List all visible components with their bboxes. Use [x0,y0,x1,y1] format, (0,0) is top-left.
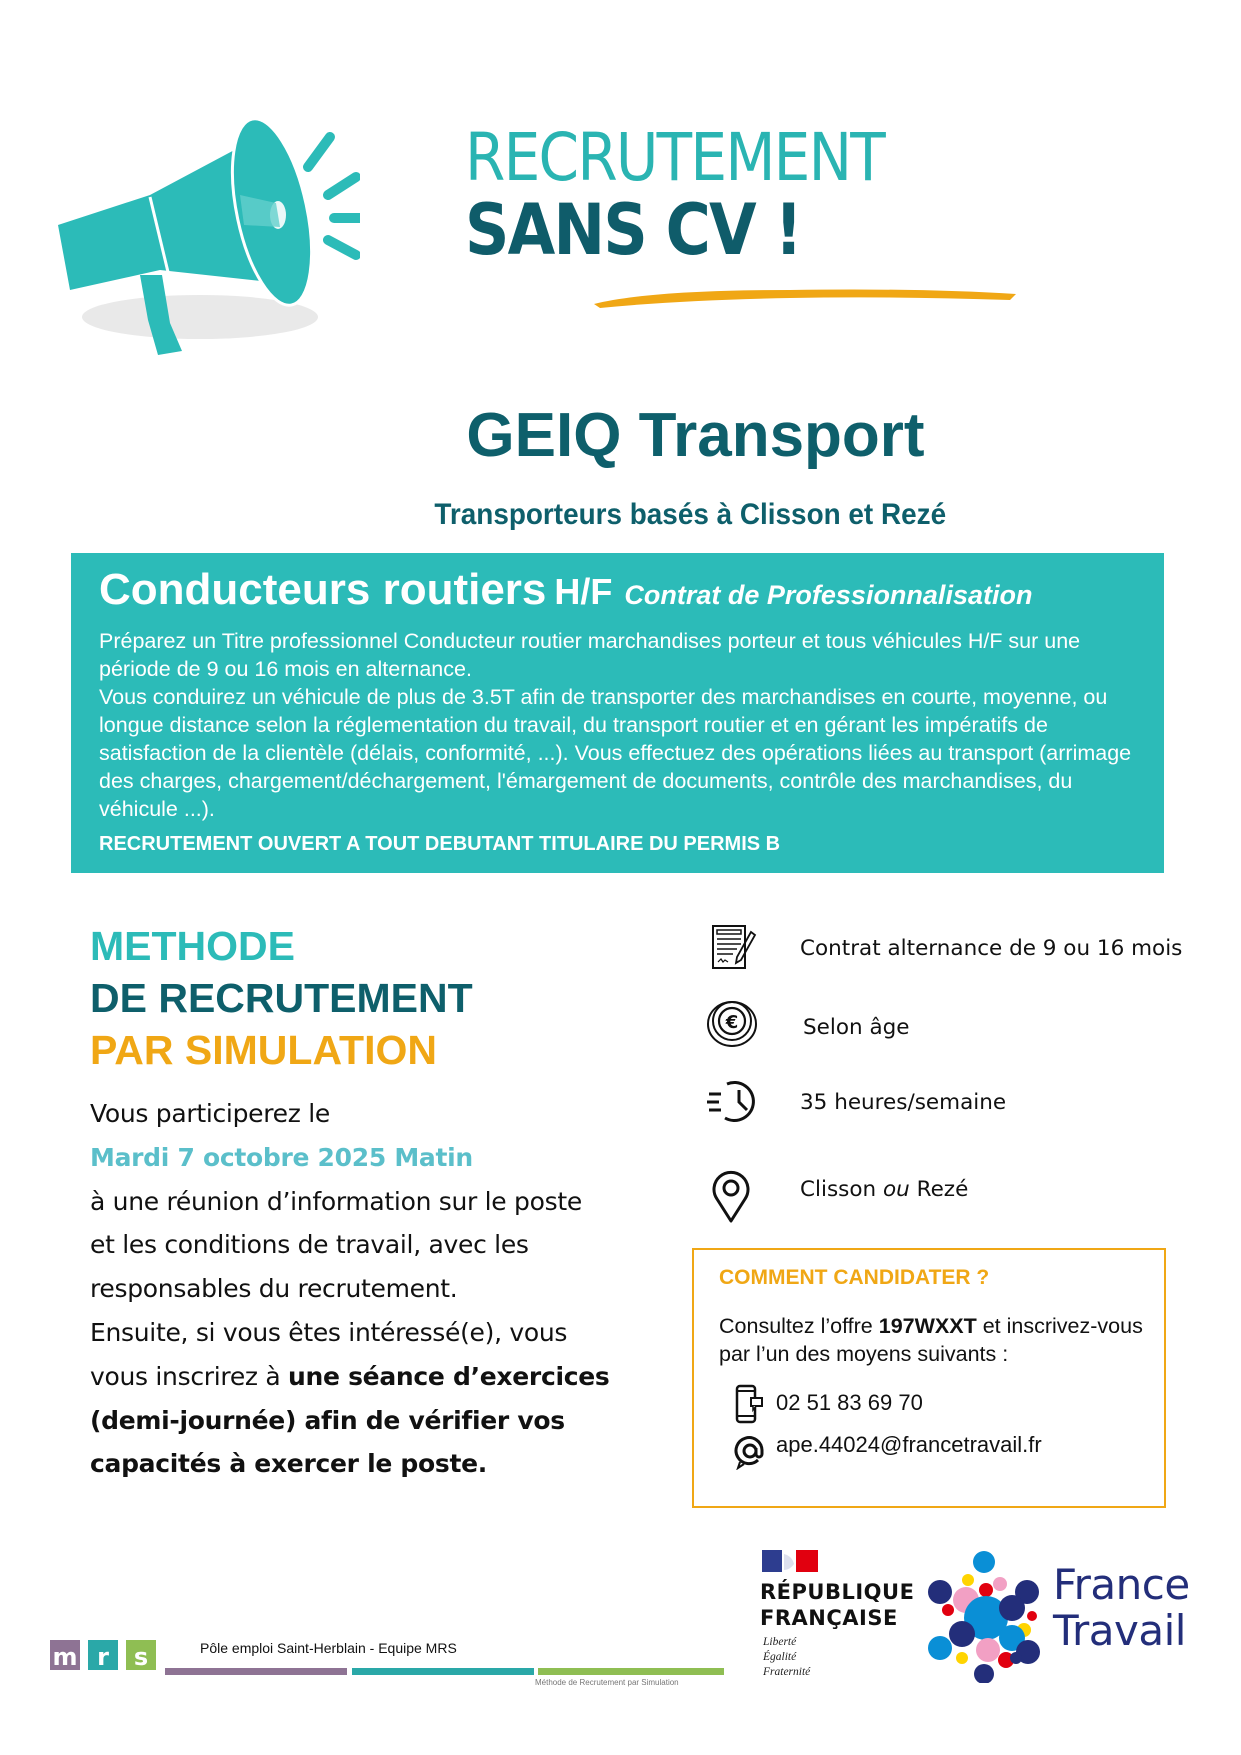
info-location-text [800,1177,968,1202]
method-heading [90,920,610,1076]
apply-box [692,1248,1166,1508]
job-title: Conducteurs routiers [99,565,547,614]
job-title-row [99,565,1136,615]
job-gender: H/F [554,571,613,612]
job-description-paragraph: Préparez un Titre professionnel Conducteur routier marchandises porteur et tous véhicules H/F sur une période de 9 ou 16 mois en alternance. [99,629,1081,681]
apply-text-after: et inscrivez-vous par l’un des moyens suivants : [719,1314,1143,1366]
info-salary-text: Selon âge [803,1015,910,1040]
footer-subcaption: Méthode de Recrutement par Simulation [535,1678,679,1687]
job-description-paragraph: Vous conduirez un véhicule de plus de 3.5T afin de transporter des marchandises en courte, moyenne, ou longue distance selon la réglementation du travail, du transport routier et en gérant les impératifs de satisfaction de la clientèle (délais, conformité, ...). Vous effectuez des opérations liées au transport (arrimage des charges, chargement/déchargement, l'émargement de documents, contrôle des marchandises, du véhicule ...). [99,685,1132,821]
euro-coin-icon [705,995,761,1051]
footer-caption: Pôle emploi Saint-Herblain - Equipe MRS [200,1640,457,1656]
ft-name-line-2: Travail [1053,1606,1186,1655]
rf-name-line-2: FRANÇAISE [760,1606,898,1630]
method-line-1: METHODE [90,923,295,969]
svg-text:€: € [725,1012,739,1033]
method-intro: Vous participerez le [90,1099,330,1128]
apply-text-before: Consultez l’offre [719,1314,879,1338]
job-open-to: RECRUTEMENT OUVERT A TOUT DEBUTANT TITULAIRE DU PERMIS B [99,833,781,855]
info-hours-text: 35 heures/semaine [800,1090,1007,1115]
method-then [90,1311,610,1486]
mrs-logo [50,1640,160,1670]
hero-headline [465,119,1045,271]
company-title: GEIQ Transport [466,401,925,470]
rf-motto-2: Égalité [763,1651,797,1663]
session-date: Mardi 7 octobre 2025 Matin [90,1142,473,1172]
headline-line-2: SANS CV ! [465,189,801,271]
method-then-text: Ensuite, si vous êtes intéressé(e), vous vous inscrirez à [90,1317,568,1391]
rf-name-line-1: RÉPUBLIQUE [760,1580,915,1604]
offer-code: 197WXXT [878,1314,977,1338]
ft-name-line-1: France [1053,1560,1190,1609]
method-body [90,1092,610,1486]
method-then-bold: une séance d’exercices (demi-journée) afin de vérifier vos capacités à exercer le poste. [90,1361,610,1479]
info-contract-text: Contrat alternance de 9 ou 16 mois [800,936,1183,961]
company-subtitle: Transporteurs basés à Clisson et Rezé [434,498,947,531]
megaphone-icon [40,55,360,385]
method-line-3: PAR SIMULATION [90,1027,437,1073]
footer-bar-green [538,1668,724,1675]
phone-icon [734,1384,764,1424]
job-contract-type: Contrat de Professionnalisation [624,580,1033,610]
rf-motto-3: Fraternité [763,1666,811,1678]
info-row-location [705,1167,1185,1227]
headline-line-1: RECRUTEMENT [465,119,885,196]
contract-icon [705,920,761,976]
info-row-hours [705,1074,1185,1134]
clock-icon [705,1074,761,1130]
info-row-contract [705,920,1185,980]
rf-motto-1: Liberté [763,1636,797,1648]
email-address[interactable]: ape.44024@francetravail.fr [776,1432,1042,1457]
mrs-letter-s: s [126,1640,156,1670]
email-at-icon [734,1434,766,1470]
method-meeting: à une réunion d’information sur le poste et les conditions de travail, avec les responsables du recrutement. [90,1186,582,1304]
apply-phone-row [734,1384,1134,1428]
location-a: Clisson [800,1177,883,1202]
brush-stroke-decoration [590,282,1020,310]
location-or: ou [882,1177,910,1202]
location-pin-icon [705,1167,761,1223]
footer-bar-purple [165,1668,347,1675]
location-b: Rezé [909,1177,969,1202]
footer-bar-teal [352,1668,534,1675]
method-line-2: DE RECRUTEMENT [90,975,473,1021]
mrs-letter-r: r [88,1640,118,1670]
france-travail-dots-icon [928,1548,1048,1683]
france-travail-logo [928,1548,1198,1688]
apply-instructions [719,1312,1149,1368]
apply-email-row [734,1430,1134,1474]
french-flag-icon [762,1550,818,1572]
phone-number[interactable]: 02 51 83 69 70 [776,1390,923,1415]
mrs-letter-m: m [50,1640,80,1670]
apply-title: COMMENT CANDIDATER ? [719,1266,990,1289]
republique-francaise-logo [760,1550,915,1690]
info-row-salary [705,995,1185,1055]
job-description-box [71,553,1164,873]
